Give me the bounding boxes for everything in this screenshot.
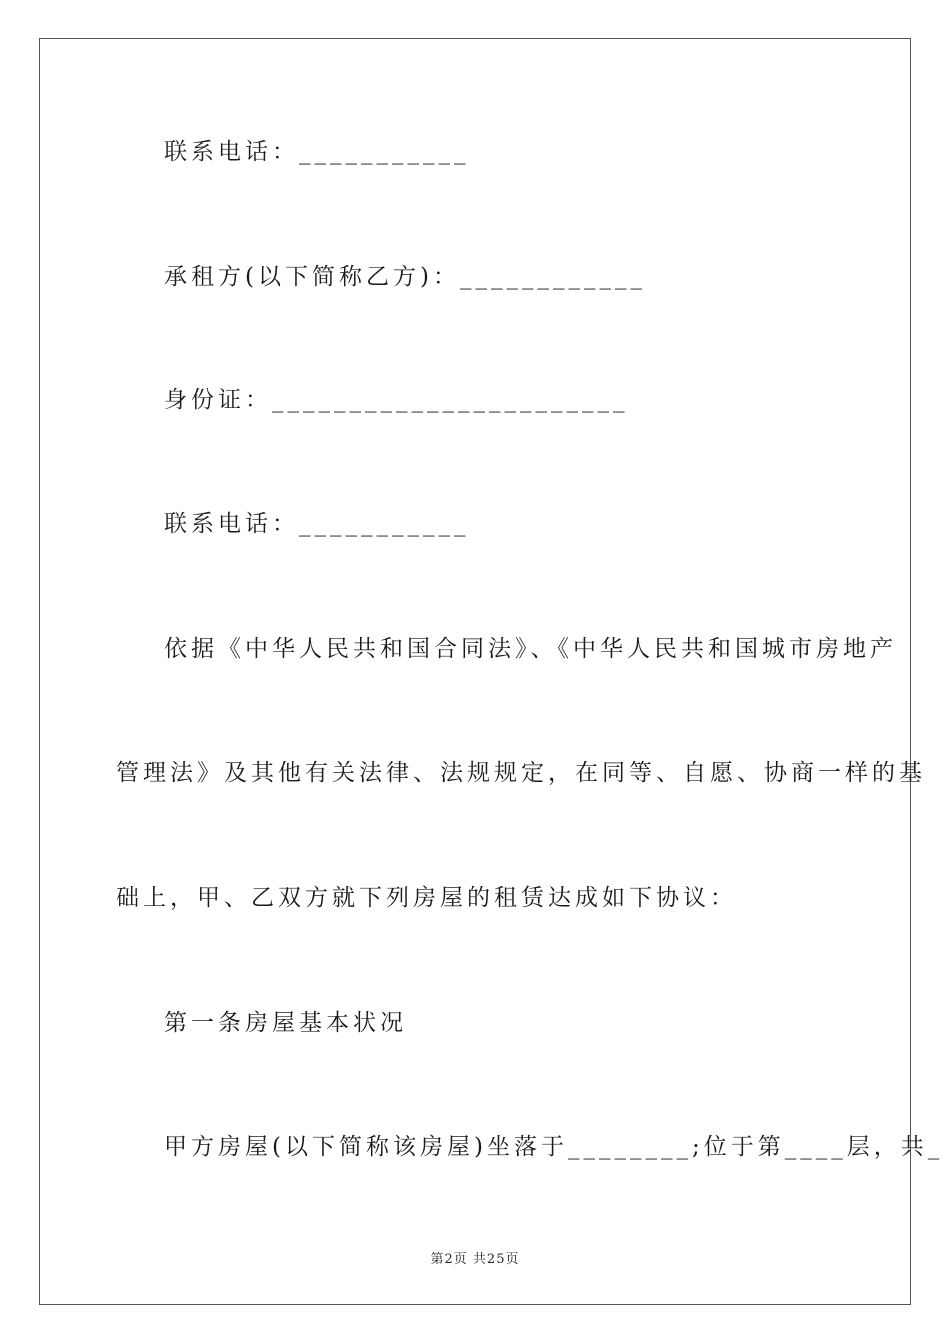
page-frame <box>39 38 944 1305</box>
lessee-line: 承租方(以下简称乙方)：____________ <box>164 264 646 290</box>
basis-paragraph-line-2: 管理法》及其他有关法律、法规规定，在同等、自愿、协商一样的基 <box>116 760 926 786</box>
article-one-heading: 第一条房屋基本状况 <box>164 1010 407 1036</box>
id-card-line: 身份证：_______________________ <box>164 387 629 413</box>
basis-paragraph-line-3: 础上，甲、乙双方就下列房屋的租赁达成如下协议： <box>116 885 737 911</box>
contact-phone-line-1: 联系电话：___________ <box>164 139 470 165</box>
house-location-line: 甲方房屋(以下简称该房屋)坐落于________;位于第____层，共_ <box>164 1134 944 1160</box>
basis-paragraph-line-1: 依据《中华人民共和国合同法》、《中华人民共和国城市房地产 <box>164 636 897 662</box>
page-number-footer: 第2页 共25页 <box>430 1252 520 1267</box>
contact-phone-line-2: 联系电话：___________ <box>164 511 470 537</box>
